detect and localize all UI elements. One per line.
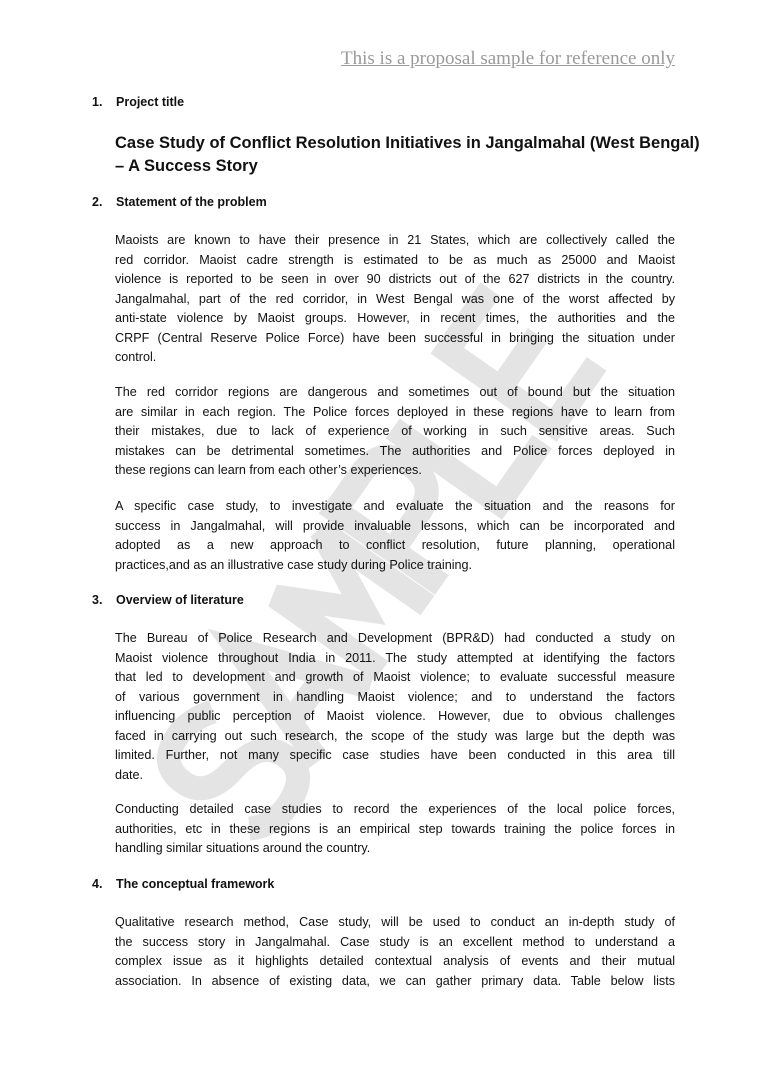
paragraph-line: The Bureau of Police Research and Development (BPR&D) had conducted a study on [115, 631, 675, 645]
paragraph-line: their mistakes, due to lack of experience of working in such sensitive areas. Such [115, 424, 675, 438]
paragraph-line: Jangalmahal, part of the red corridor, in West Bengal was one of the worst affected by [115, 291, 675, 306]
paragraph [115, 383, 675, 481]
section-heading-problem [92, 195, 267, 209]
paragraph [115, 800, 675, 859]
paragraph-line: Maoist violence throughout India in 2011. The study attempted at identifying the factors [115, 650, 675, 665]
paragraph-line: CRPF (Central Reserve Police Force) have been successful in bringing the situation under [115, 330, 675, 345]
paragraph [115, 497, 675, 575]
paragraph-line: A specific case study, to investigate and evaluate the situation and the reasons for [115, 499, 675, 513]
paragraph-line: success in Jangalmahal, will provide invaluable lessons, which can be incorporated and [115, 518, 675, 533]
paragraph [115, 231, 675, 368]
paragraph-line: complex issue as it highlights detailed contextual analysis of events and their mutual [115, 954, 675, 968]
section-heading-literature [92, 593, 244, 607]
section-heading-project-title [92, 95, 184, 109]
paragraph-line: control. [115, 350, 157, 364]
paragraph [115, 629, 675, 785]
paragraph-line: practices,and as an illustrative case study during Police training. [115, 557, 473, 572]
section-number: 4. [92, 877, 103, 891]
project-title [115, 132, 700, 178]
paragraph-line: that led to development and growth of Maoist violence; to evaluate successful measure [115, 670, 675, 684]
paragraph-line: violence is reported to be seen in over 90 districts out of the 627 districts in the country. [115, 272, 675, 286]
paragraph-line: limited. Further, not many specific case studies have been conducted in this area till [115, 748, 675, 762]
paragraph-line: Conducting detailed case studies to record the experiences of the local police forces, [115, 802, 675, 816]
project-title-line: Case Study of Conflict Resolution Initiatives in Jangalmahal (West Bengal) [115, 134, 700, 152]
section-number: 3. [92, 593, 103, 607]
header-note: This is a proposal sample for reference only [341, 48, 675, 69]
paragraph-line: faced in carrying out such research, the scope of the study was large but the depth was [115, 728, 675, 743]
paragraph [115, 913, 675, 991]
paragraph-line: anti-state violence by Maoist groups. However, in recent times, the authorities and the [115, 311, 675, 325]
paragraph-line: date. [115, 767, 144, 782]
paragraph-line: are similar in each region. The Police forces deployed in these regions have to learn from [115, 404, 675, 419]
paragraph-line: handling similar situations around the country. [115, 841, 371, 855]
section-title: Project title [116, 95, 185, 109]
section-number: 1. [92, 95, 103, 109]
section-number: 2. [92, 195, 103, 209]
section-title: Statement of the problem [116, 195, 267, 209]
paragraph-line: influencing public perception of Maoist violence. However, due to obvious challenges [115, 709, 675, 723]
paragraph-line: authorities, etc in these regions is an empirical step towards training the police forces in [115, 821, 675, 836]
paragraph-line: association. In absence of existing data, we can gather primary data. Table below lists [115, 973, 675, 988]
paragraph-line: Maoists are known to have their presence in 21 States, which are collectively called the [115, 233, 675, 247]
paragraph-line: these regions can learn from each other’s experiences. [115, 463, 422, 477]
paragraph-line: The red corridor regions are dangerous and sometimes out of bound but the situation [115, 385, 675, 399]
paragraph-line: mistakes can be detrimental sometimes. The authorities and Police forces deployed in [115, 443, 675, 458]
section-title: Overview of literature [116, 593, 244, 607]
paragraph-line: Qualitative research method, Case study, will be used to conduct an in-depth study of [115, 915, 675, 929]
paragraph-line: red corridor. Maoist cadre strength is estimated to be as much as 25000 and Maoist [115, 252, 675, 267]
paragraph-line: the success story in Jangalmahal. Case study is an excellent method to understand a [115, 934, 675, 949]
paragraph-line: of various government in handling Maoist violence; and to understand the factors [115, 689, 675, 704]
paragraph-line: adopted as a new approach to conflict resolution, future planning, operational [115, 538, 675, 552]
section-title: The conceptual framework [116, 877, 275, 891]
project-title-line: – A Success Story [115, 157, 258, 175]
section-heading-framework [92, 877, 274, 891]
